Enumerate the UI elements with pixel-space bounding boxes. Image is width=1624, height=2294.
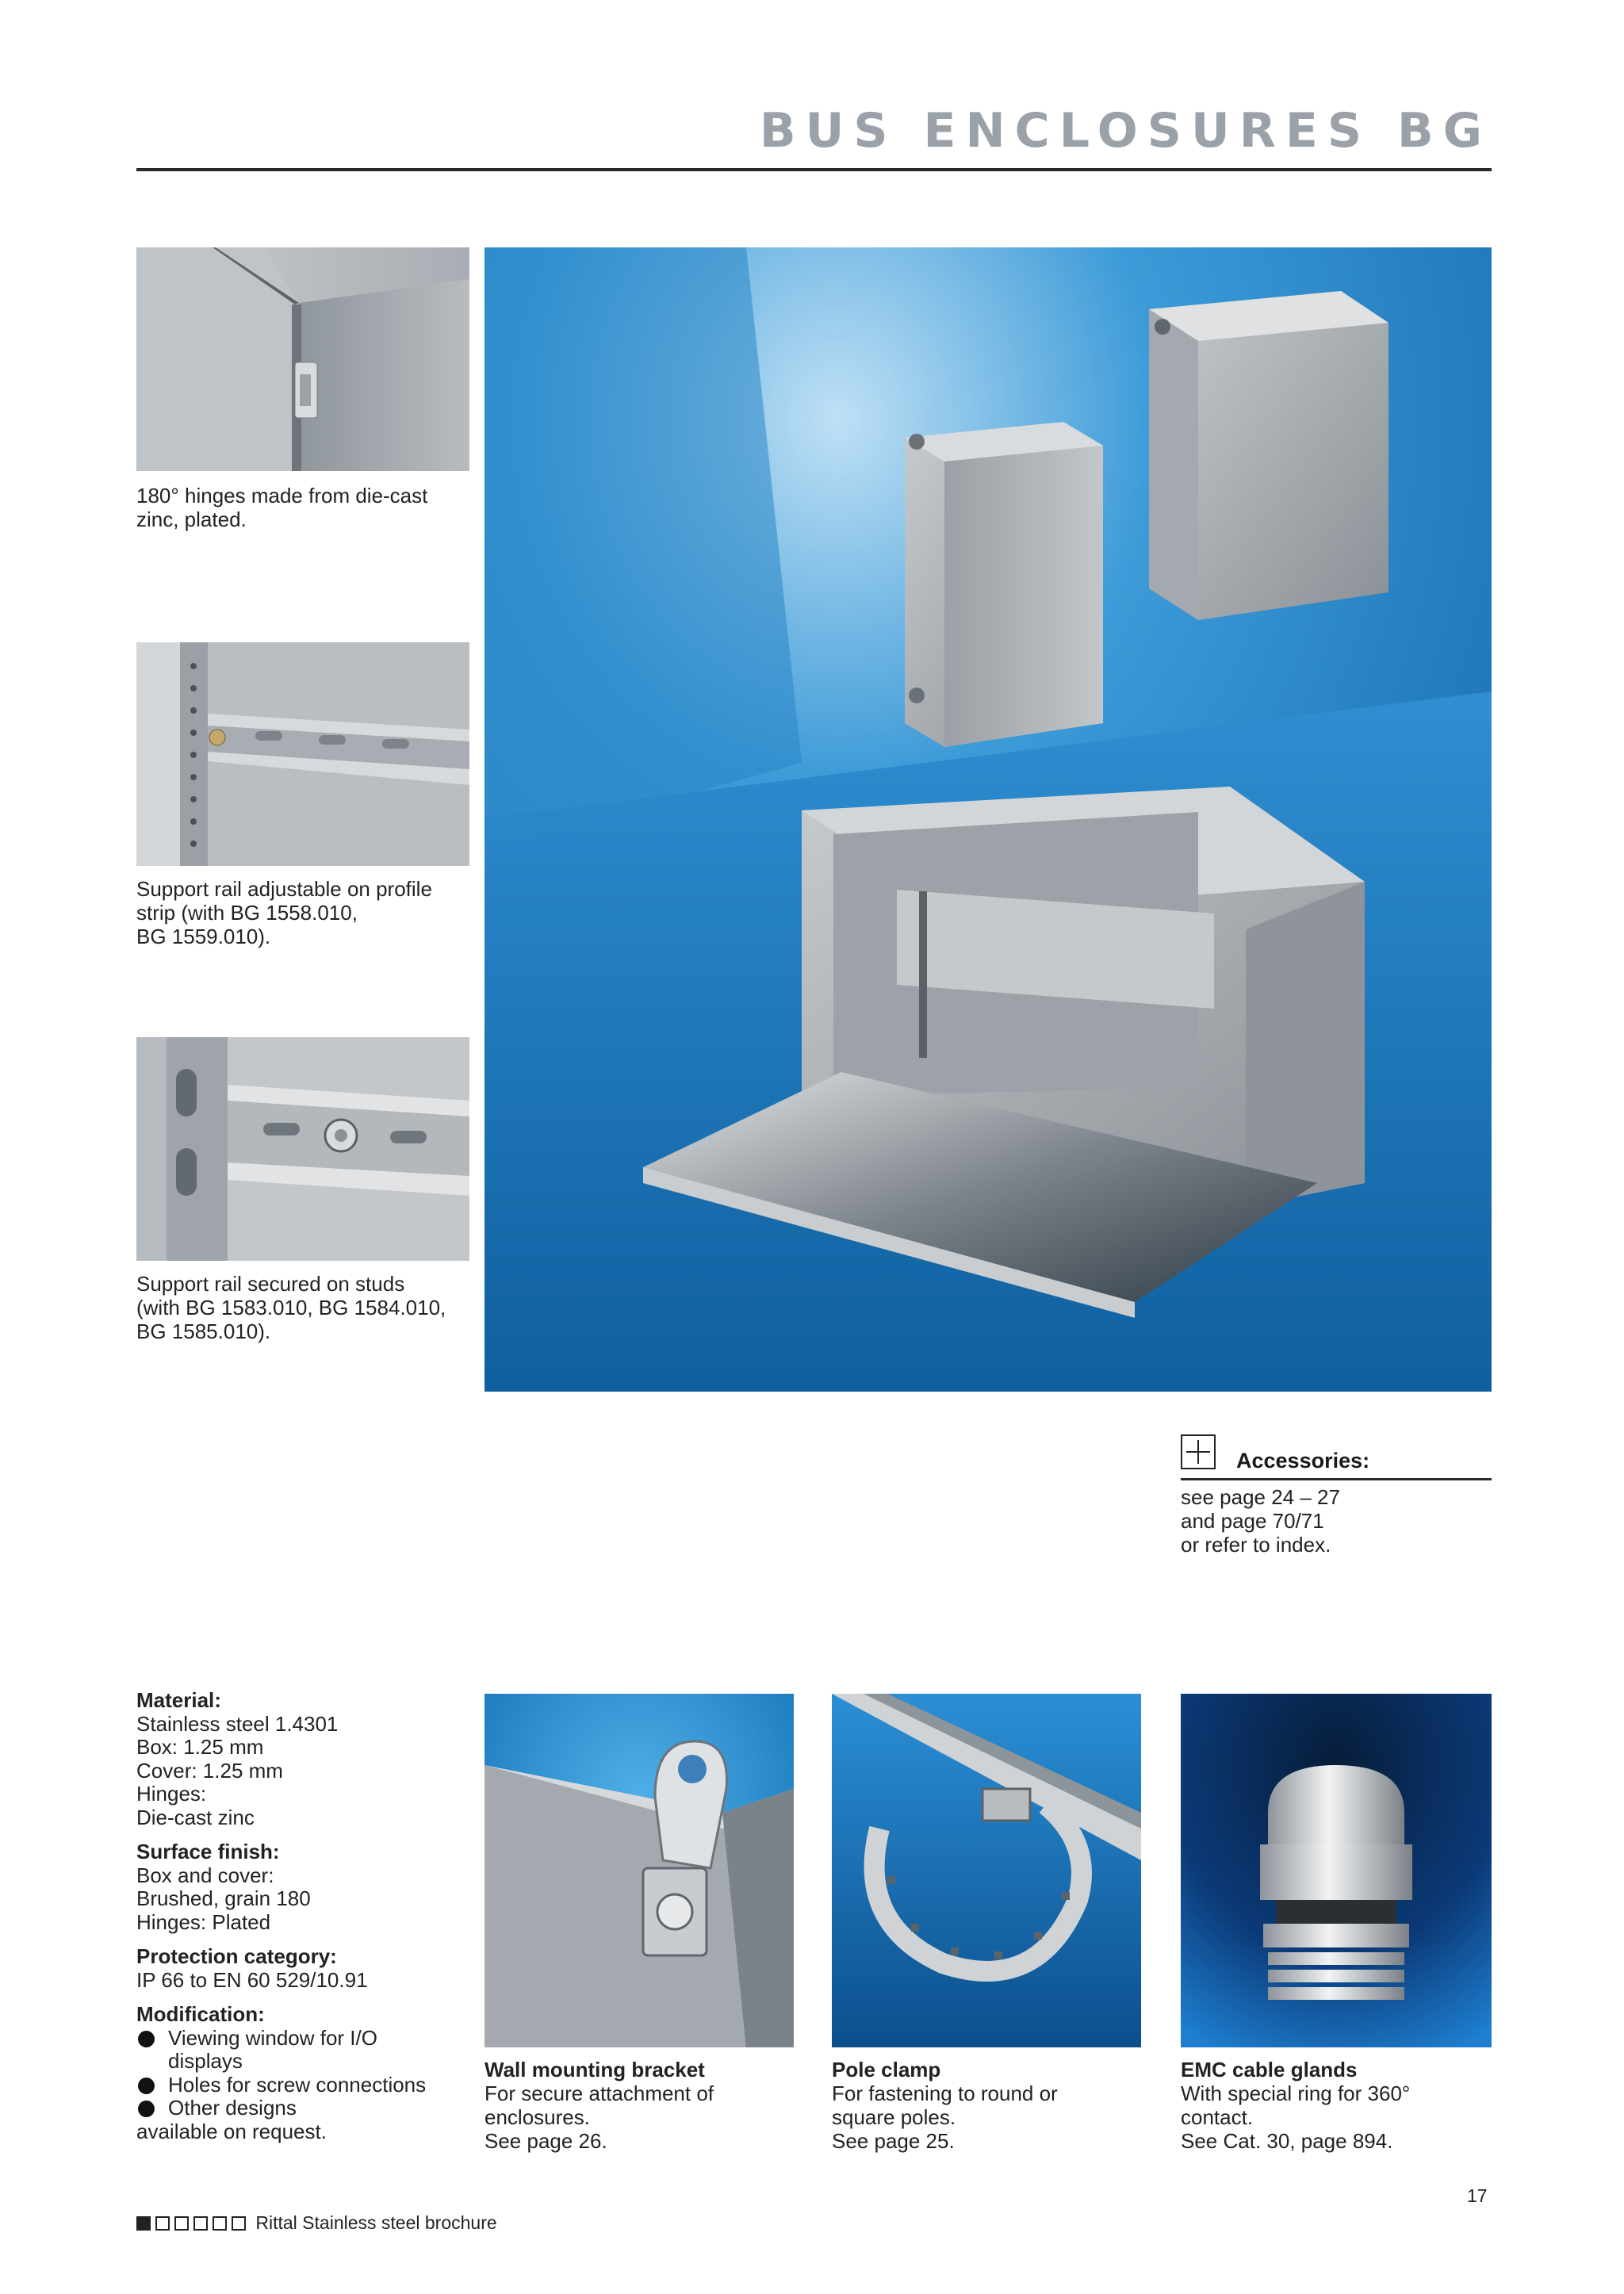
modification-item: Holes for screw connections xyxy=(136,2074,469,2097)
spec-line: Cover: 1.25 mm xyxy=(136,1758,283,1783)
wall-bracket-caption xyxy=(485,2058,802,2153)
plus-icon xyxy=(1181,1434,1216,1469)
spec-line: Hinges: xyxy=(136,1782,207,1806)
page-number: 17 xyxy=(1467,2185,1488,2206)
empty-square-icon xyxy=(174,2216,189,2231)
product-line: square poles. xyxy=(832,2105,956,2129)
spec-line: Stainless steel 1.4301 xyxy=(136,1711,339,1736)
bullet-icon xyxy=(138,2078,155,2094)
caption-line: 180° hinges made from die-cast xyxy=(136,484,428,507)
product-line: contact. xyxy=(1181,2105,1254,2129)
caption-line: BG 1585.010). xyxy=(136,1319,271,1343)
specifications xyxy=(136,1689,469,2143)
material-title: Material: xyxy=(136,1688,221,1712)
filled-square-icon xyxy=(136,2216,151,2231)
empty-square-icon xyxy=(155,2216,170,2231)
spec-line: IP 66 to EN 60 529/10.91 xyxy=(136,1967,368,1992)
accessories-rule xyxy=(1181,1478,1492,1480)
wall-bracket-photo xyxy=(485,1694,794,2047)
product-line: See Cat. 30, page 894. xyxy=(1181,2129,1393,2153)
caption-line: Support rail adjustable on profile xyxy=(136,877,432,901)
product-line: For fastening to round or xyxy=(832,2081,1058,2105)
product-line: For secure attachment of xyxy=(485,2081,714,2105)
hinge-caption xyxy=(136,484,469,531)
stud-rail-photo xyxy=(136,1037,469,1261)
footer-brand: Rittal Stainless steel brochure xyxy=(255,2212,497,2233)
bullet-icon xyxy=(138,2101,155,2117)
caption-line: Support rail secured on studs xyxy=(136,1272,405,1296)
spec-line: Brushed, grain 180 xyxy=(136,1886,311,1910)
footer xyxy=(136,2212,497,2234)
modification-item: Viewing window for I/O displays xyxy=(136,2027,469,2074)
caption-line: BG 1559.010). xyxy=(136,925,271,948)
page-title: BUS ENCLOSURES BG xyxy=(759,103,1492,159)
cable-gland-photo xyxy=(1181,1694,1492,2047)
empty-square-icon xyxy=(232,2216,246,2231)
stud-rail-caption xyxy=(136,1272,485,1343)
hinge-photo xyxy=(136,247,469,471)
accessories-text xyxy=(1181,1485,1492,1557)
hero-enclosures-photo xyxy=(485,247,1492,1392)
spec-line: Die-cast zinc xyxy=(136,1805,255,1829)
caption-line: strip (with BG 1558.010, xyxy=(136,901,358,925)
pole-clamp-caption xyxy=(832,2058,1149,2153)
spec-line: Box and cover: xyxy=(136,1863,274,1887)
spec-line: available on request. xyxy=(136,2119,327,2143)
accessories-line: and page 70/71 xyxy=(1181,1509,1324,1533)
accessories-title: Accessories: xyxy=(1236,1449,1370,1473)
caption-line: zinc, plated. xyxy=(136,507,247,531)
empty-square-icon xyxy=(193,2216,208,2231)
modification-item: Other designs xyxy=(136,2097,469,2120)
product-title: Pole clamp xyxy=(832,2058,941,2081)
modification-title: Modification: xyxy=(136,2002,265,2026)
surface-finish-title: Surface finish: xyxy=(136,1840,280,1863)
empty-square-icon xyxy=(213,2216,227,2231)
product-line: See page 25. xyxy=(832,2129,955,2153)
product-line: enclosures. xyxy=(485,2105,590,2129)
product-line: See page 26. xyxy=(485,2129,607,2153)
cable-gland-caption xyxy=(1181,2058,1492,2153)
header-rule xyxy=(136,168,1492,171)
accessories-line: or refer to index. xyxy=(1181,1533,1331,1557)
profile-rail-photo xyxy=(136,642,469,866)
product-line: With special ring for 360° xyxy=(1181,2081,1411,2105)
spec-line: Hinges: Plated xyxy=(136,1909,271,1934)
accessories-line: see page 24 – 27 xyxy=(1181,1485,1340,1509)
pole-clamp-photo xyxy=(832,1694,1141,2047)
product-title: EMC cable glands xyxy=(1181,2058,1358,2081)
bullet-icon xyxy=(138,2031,155,2047)
spec-line: Box: 1.25 mm xyxy=(136,1735,264,1759)
profile-rail-caption xyxy=(136,877,469,948)
product-title: Wall mounting bracket xyxy=(485,2058,705,2081)
caption-line: (with BG 1583.010, BG 1584.010, xyxy=(136,1296,446,1319)
protection-title: Protection category: xyxy=(136,1944,337,1968)
